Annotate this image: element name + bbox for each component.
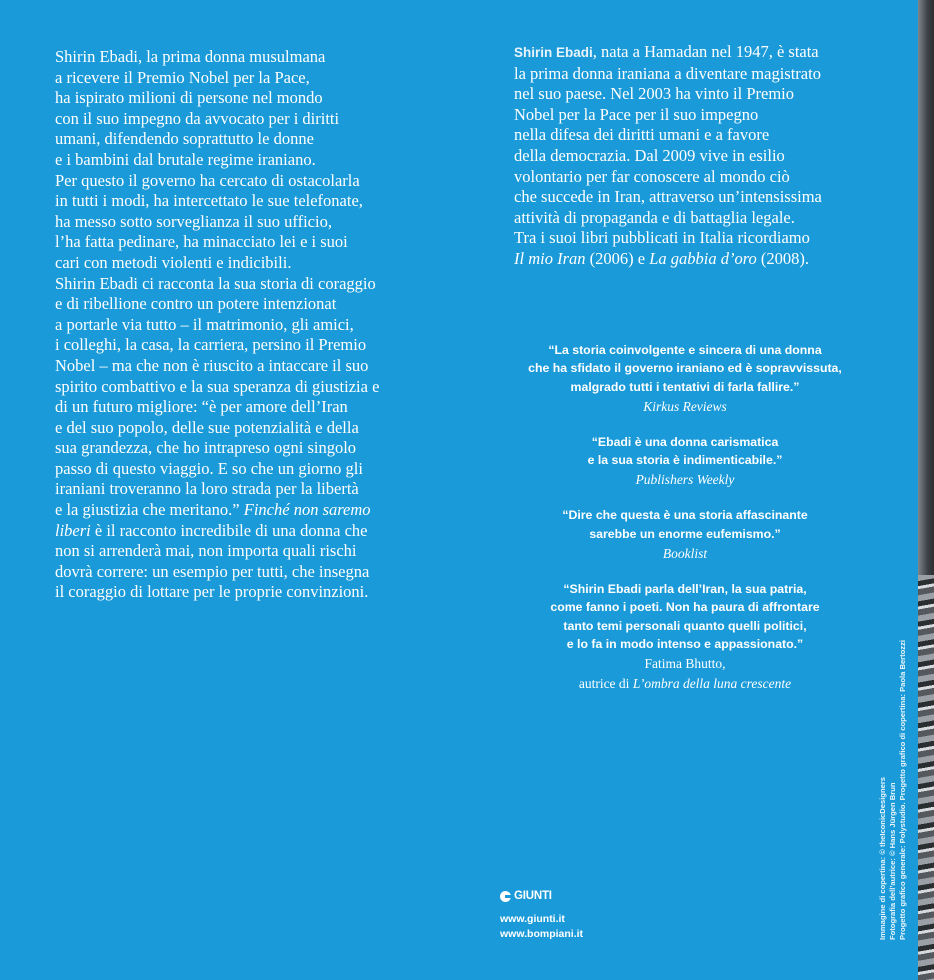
quote-source: Publishers Weekly [635,472,735,488]
book-title-2: La gabbia d’oro [649,248,757,268]
source-book-title: L’ombra della luna crescente [632,676,792,692]
bio-lines [514,64,859,249]
synopsis-line: umani, difendendo soprattutto le donne [55,129,314,149]
review-quote [515,580,855,693]
synopsis-text [55,47,407,603]
bio-line: della democrazia. Dal 2009 vive in esilio [514,145,785,165]
synopsis-line: ha ispirato milioni di persone nel mondo [55,88,323,108]
review-quote [515,433,855,490]
quote-line: come fanno i poeti. Non ha paura di affrontare [550,600,820,615]
synopsis-line: e del suo popolo, delle sue potenzialità e della [55,417,359,437]
giunti-logo [500,890,583,902]
credit-line: Fotografia dell’autrice: © Hans Jürgen Brun [887,782,897,940]
synopsis-line-title [55,500,407,541]
quote-line: che ha sfidato il governo iraniano ed è sopravvissuta, [528,361,842,376]
quote-source: Kirkus Reviews [643,398,727,414]
synopsis-line: non si arrenderà mai, non importa quali rischi [55,541,357,561]
credit-line: Immagine di copertina: © theIconicDesigners [878,777,887,940]
synopsis-line: cari con metodi violenti e indicibili. [55,252,292,272]
synopsis-line: con il suo impegno da avvocato per i diritti [55,108,340,128]
synopsis-line: iraniani troveranno la loro strada per la libertà [55,479,359,499]
synopsis-line: a portarle via tutto – il matrimonio, gli amici, [55,314,354,334]
source-role-text: autrice di [578,676,633,692]
bio-line: nel suo paese. Nel 2003 ha vinto il Premio [514,84,794,104]
synopsis-line: a ricevere il Premio Nobel per la Pace, [55,67,310,87]
bio-line: Tra i suoi libri pubblicati in Italia ricordiamo [514,228,810,248]
bio-line: che succede in Iran, attraverso un’intensissima [514,187,822,207]
synopsis-line: spirito combattivo e la sua speranza di giustizia e [55,376,380,396]
synopsis-line: in tutti i modi, ha intercettato le sue telefonate, [55,191,363,211]
synopsis-text-fragment: e la giustizia che meritano.” [55,500,244,520]
quote-line: “Shirin Ebadi parla dell’Iran, la sua patria, [563,582,807,597]
publisher-url-bompiani[interactable]: www.bompiani.it [500,928,584,940]
bio-text-fragment: , nata a Hamadan nel 1947, è stata [592,42,819,61]
publisher-url-giunti[interactable]: www.giunti.it [500,913,565,925]
edge-photo [918,575,934,980]
synopsis-line: passo di questo viaggio. E so che un giorno gli [55,458,363,478]
synopsis-line: dovrà correre: un esempio per tutti, che insegna [55,561,370,581]
spine-edge [918,0,934,980]
synopsis-line: ha messo sotto sorveglianza il suo ufficio, [55,211,332,231]
bio-line: nella difesa dei diritti umani e a favore [514,125,770,145]
book-title-italic: Finché non saremo [243,500,371,520]
quote-source-name: Fatima Bhutto, [644,656,726,672]
synopsis-tail [55,541,407,603]
synopsis-line: Shirin Ebadi, la prima donna musulmana [55,47,326,66]
book-title-1: Il mio Iran [514,248,586,268]
quote-line: malgrado tutti i tentativi di farla fallire.” [570,379,800,394]
bio-text-fragment: (2008). [756,248,810,268]
synopsis-lines [55,47,407,500]
synopsis-line: e di ribellione contro un potere intenzionat [55,294,337,314]
quote-line: “Dire che questa è una storia affascinante [562,508,808,523]
image-credits [878,640,907,940]
synopsis-line: Per questo il governo ha cercato di ostacolarla [55,170,360,190]
quote-line: sarebbe un enorme eufemismo.” [589,526,781,541]
quote-line: e lo fa in modo intenso e appassionato.” [566,636,804,651]
synopsis-line: sua grandezza, che ho intrapreso ogni singolo [55,438,357,458]
bio-line: Nobel per la Pace per il suo impegno [514,104,759,124]
bio-text-fragment: (2006) e [585,248,650,268]
author-bio [514,42,859,270]
review-quotes [515,341,855,710]
logo-text: GIUNTI [514,890,552,902]
book-title-italic: liberi [55,520,91,540]
synopsis-line: Shirin Ebadi ci racconta la sua storia di coraggio [55,273,376,293]
quote-line: “La storia coinvolgente e sincera di una donna [548,343,822,357]
synopsis-line: i colleghi, la casa, la carriera, persino il Premio [55,335,367,355]
author-name: Shirin Ebadi [514,45,593,60]
bio-line: volontario per far conoscere al mondo ciò [514,166,790,186]
credit-line: Progetto grafico generale: Polystudio. Progetto grafico di copertina: Paola Bertozzi [897,640,907,940]
synopsis-line: il coraggio di lottare per le proprie convinzioni. [55,582,369,602]
bio-line: attività di propaganda e di battaglia legale. [514,207,795,227]
bio-line: la prima donna iraniana a diventare magistrato [514,63,821,83]
quote-line: tanto temi personali quanto quelli politici, [563,618,807,633]
synopsis-text-fragment: è il racconto incredibile di una donna che [90,520,368,540]
review-quote [515,341,855,416]
quote-source-role [515,675,855,693]
quote-line: “Ebadi è una donna carismatica [591,434,779,449]
synopsis-line: l’ha fatta pedinare, ha minacciato lei e i suoi [55,232,348,252]
giunti-logo-icon [500,891,511,902]
quote-line: e la sua storia è indimenticabile.” [587,453,783,468]
publisher-block [500,890,583,942]
synopsis-line: di un futuro migliore: “è per amore dell’Iran [55,397,348,417]
synopsis-line: Nobel – ma che non è riuscito a intaccare il suo [55,355,369,375]
synopsis-line: e i bambini dal brutale regime iraniano. [55,149,316,169]
quote-source: Booklist [662,546,708,562]
review-quote [515,506,855,563]
